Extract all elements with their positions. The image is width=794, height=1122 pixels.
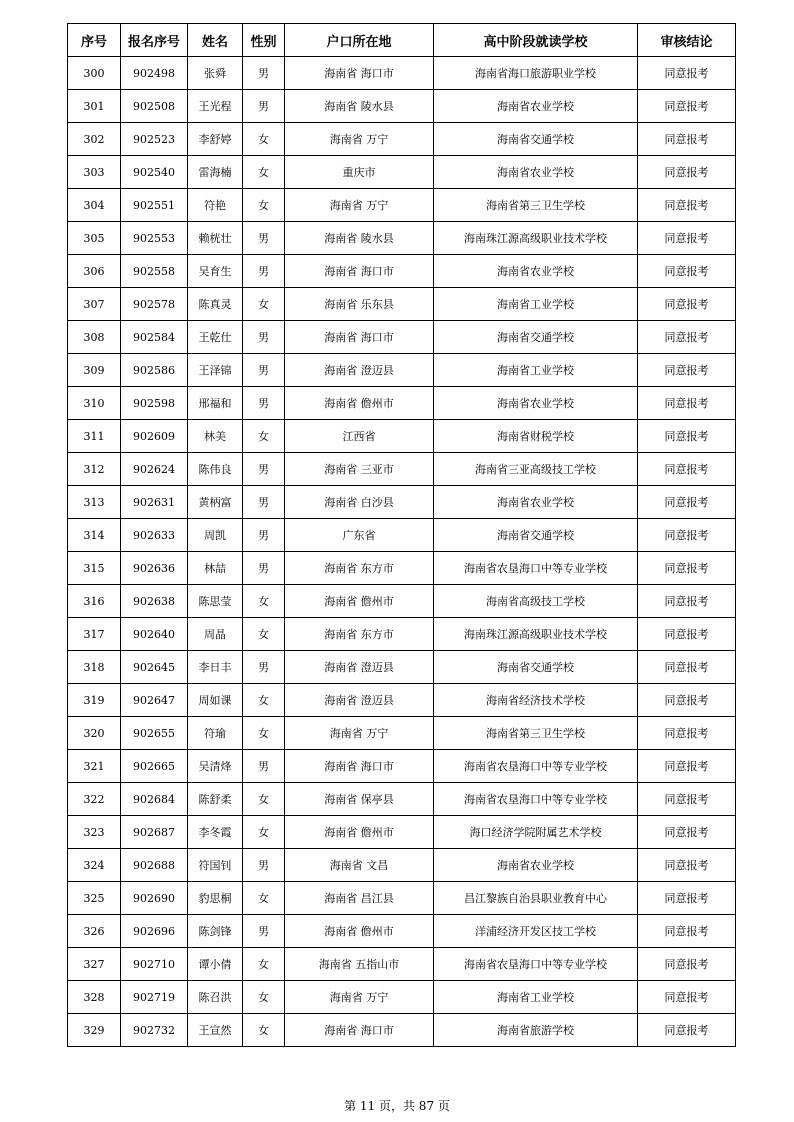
cell-registration-number: 902645 (121, 651, 188, 684)
cell-household-location: 海南省 海口市 (285, 57, 434, 90)
cell-name: 陈召洪 (188, 981, 243, 1014)
cell-gender: 女 (243, 882, 285, 915)
cell-name: 李日丰 (188, 651, 243, 684)
cell-registration-number: 902665 (121, 750, 188, 783)
cell-review-result: 同意报考 (638, 123, 736, 156)
cell-registration-number: 902508 (121, 90, 188, 123)
cell-review-result: 同意报考 (638, 750, 736, 783)
cell-household-location: 海南省 白沙县 (285, 486, 434, 519)
cell-serial: 326 (68, 915, 121, 948)
cell-serial: 302 (68, 123, 121, 156)
cell-household-location: 海南省 万宁 (285, 981, 434, 1014)
cell-serial: 317 (68, 618, 121, 651)
cell-name: 陈思莹 (188, 585, 243, 618)
cell-review-result: 同意报考 (638, 618, 736, 651)
cell-review-result: 同意报考 (638, 57, 736, 90)
cell-serial: 305 (68, 222, 121, 255)
cell-registration-number: 902540 (121, 156, 188, 189)
table-row (68, 57, 736, 90)
cell-high-school: 海南省第三卫生学校 (434, 189, 638, 222)
table-row (68, 948, 736, 981)
table-row (68, 882, 736, 915)
cell-serial: 309 (68, 354, 121, 387)
cell-household-location: 海南省 儋州市 (285, 387, 434, 420)
cell-review-result: 同意报考 (638, 783, 736, 816)
roster-table (67, 23, 736, 1047)
table-row (68, 387, 736, 420)
cell-registration-number: 902640 (121, 618, 188, 651)
cell-serial: 303 (68, 156, 121, 189)
cell-household-location: 海南省 海口市 (285, 255, 434, 288)
cell-registration-number: 902687 (121, 816, 188, 849)
cell-household-location: 海南省 陵水县 (285, 90, 434, 123)
table-row (68, 552, 736, 585)
cell-gender: 女 (243, 783, 285, 816)
cell-name: 陈真灵 (188, 288, 243, 321)
cell-high-school: 海南珠江源高级职业技术学校 (434, 618, 638, 651)
cell-name: 符瑜 (188, 717, 243, 750)
cell-serial: 308 (68, 321, 121, 354)
cell-gender: 男 (243, 651, 285, 684)
cell-serial: 322 (68, 783, 121, 816)
cell-review-result: 同意报考 (638, 651, 736, 684)
cell-household-location: 海南省 保亭县 (285, 783, 434, 816)
cell-gender: 女 (243, 816, 285, 849)
cell-high-school: 海南省农垦海口中等专业学校 (434, 948, 638, 981)
cell-household-location: 江西省 (285, 420, 434, 453)
cell-serial: 311 (68, 420, 121, 453)
cell-high-school: 昌江黎族自治县职业教育中心 (434, 882, 638, 915)
cell-registration-number: 902584 (121, 321, 188, 354)
cell-review-result: 同意报考 (638, 288, 736, 321)
cell-name: 李舒婷 (188, 123, 243, 156)
cell-registration-number: 902684 (121, 783, 188, 816)
cell-serial: 324 (68, 849, 121, 882)
cell-review-result: 同意报考 (638, 1014, 736, 1047)
cell-household-location: 海南省 东方市 (285, 552, 434, 585)
table-row (68, 849, 736, 882)
cell-household-location: 海南省 海口市 (285, 750, 434, 783)
cell-registration-number: 902609 (121, 420, 188, 453)
cell-gender: 女 (243, 189, 285, 222)
header-row (68, 24, 736, 57)
cell-name: 李冬霞 (188, 816, 243, 849)
cell-registration-number: 902710 (121, 948, 188, 981)
cell-name: 周晶 (188, 618, 243, 651)
cell-review-result: 同意报考 (638, 354, 736, 387)
table-row (68, 453, 736, 486)
cell-serial: 325 (68, 882, 121, 915)
cell-registration-number: 902647 (121, 684, 188, 717)
cell-registration-number: 902732 (121, 1014, 188, 1047)
cell-gender: 女 (243, 585, 285, 618)
cell-review-result: 同意报考 (638, 816, 736, 849)
cell-name: 王泽锦 (188, 354, 243, 387)
cell-serial: 304 (68, 189, 121, 222)
cell-registration-number: 902498 (121, 57, 188, 90)
cell-name: 林美 (188, 420, 243, 453)
table-row (68, 486, 736, 519)
cell-review-result: 同意报考 (638, 915, 736, 948)
cell-serial: 301 (68, 90, 121, 123)
table-row (68, 981, 736, 1014)
cell-serial: 310 (68, 387, 121, 420)
cell-registration-number: 902638 (121, 585, 188, 618)
table-row (68, 189, 736, 222)
cell-household-location: 海南省 五指山市 (285, 948, 434, 981)
cell-name: 符国钊 (188, 849, 243, 882)
cell-serial: 300 (68, 57, 121, 90)
cell-review-result: 同意报考 (638, 882, 736, 915)
cell-high-school: 海南省交通学校 (434, 321, 638, 354)
cell-high-school: 海南省农垦海口中等专业学校 (434, 750, 638, 783)
cell-registration-number: 902553 (121, 222, 188, 255)
cell-household-location: 海南省 乐东县 (285, 288, 434, 321)
cell-review-result: 同意报考 (638, 519, 736, 552)
cell-name: 张舜 (188, 57, 243, 90)
table-row (68, 123, 736, 156)
cell-gender: 男 (243, 387, 285, 420)
table-row (68, 684, 736, 717)
cell-registration-number: 902633 (121, 519, 188, 552)
cell-review-result: 同意报考 (638, 90, 736, 123)
table-row (68, 915, 736, 948)
cell-high-school: 海南省财税学校 (434, 420, 638, 453)
table-row (68, 717, 736, 750)
cell-gender: 女 (243, 618, 285, 651)
cell-registration-number: 902558 (121, 255, 188, 288)
cell-gender: 男 (243, 750, 285, 783)
cell-gender: 男 (243, 552, 285, 585)
cell-household-location: 海南省 儋州市 (285, 816, 434, 849)
cell-serial: 321 (68, 750, 121, 783)
cell-gender: 女 (243, 288, 285, 321)
table-row (68, 1014, 736, 1047)
cell-registration-number: 902719 (121, 981, 188, 1014)
cell-serial: 307 (68, 288, 121, 321)
cell-serial: 327 (68, 948, 121, 981)
cell-gender: 男 (243, 354, 285, 387)
cell-high-school: 海南省工业学校 (434, 288, 638, 321)
cell-high-school: 海南省交通学校 (434, 651, 638, 684)
cell-household-location: 海南省 昌江县 (285, 882, 434, 915)
table-row (68, 321, 736, 354)
cell-high-school: 洋浦经济开发区技工学校 (434, 915, 638, 948)
cell-serial: 306 (68, 255, 121, 288)
cell-gender: 男 (243, 90, 285, 123)
cell-review-result: 同意报考 (638, 552, 736, 585)
cell-household-location: 海南省 澄迈县 (285, 684, 434, 717)
cell-household-location: 海南省 儋州市 (285, 585, 434, 618)
cell-gender: 男 (243, 222, 285, 255)
cell-name: 符艳 (188, 189, 243, 222)
cell-name: 周凯 (188, 519, 243, 552)
cell-name: 陈舒柔 (188, 783, 243, 816)
header-high-school: 高中阶段就读学校 (434, 24, 638, 57)
cell-name: 黄柄富 (188, 486, 243, 519)
cell-gender: 女 (243, 948, 285, 981)
cell-household-location: 海南省 文昌 (285, 849, 434, 882)
cell-registration-number: 902523 (121, 123, 188, 156)
cell-household-location: 海南省 万宁 (285, 123, 434, 156)
cell-name: 谭小倩 (188, 948, 243, 981)
table-row (68, 156, 736, 189)
cell-household-location: 海南省 万宁 (285, 717, 434, 750)
table-row (68, 816, 736, 849)
cell-high-school: 海南省交通学校 (434, 123, 638, 156)
cell-gender: 女 (243, 156, 285, 189)
cell-high-school: 海南省农垦海口中等专业学校 (434, 783, 638, 816)
table-row (68, 651, 736, 684)
table-row (68, 288, 736, 321)
cell-high-school: 海南省农业学校 (434, 486, 638, 519)
cell-review-result: 同意报考 (638, 585, 736, 618)
page-footer: 第 11 页，共 87 页 (344, 1099, 450, 1113)
cell-gender: 女 (243, 1014, 285, 1047)
cell-household-location: 海南省 东方市 (285, 618, 434, 651)
header-review-result: 审核结论 (638, 24, 736, 57)
cell-name: 吴育生 (188, 255, 243, 288)
cell-household-location: 海南省 海口市 (285, 1014, 434, 1047)
cell-review-result: 同意报考 (638, 189, 736, 222)
cell-serial: 315 (68, 552, 121, 585)
cell-gender: 女 (243, 684, 285, 717)
cell-high-school: 海南珠江源高级职业技术学校 (434, 222, 638, 255)
table-row (68, 420, 736, 453)
cell-high-school: 海南省农业学校 (434, 255, 638, 288)
cell-serial: 313 (68, 486, 121, 519)
cell-gender: 女 (243, 981, 285, 1014)
cell-household-location: 海南省 海口市 (285, 321, 434, 354)
cell-registration-number: 902655 (121, 717, 188, 750)
cell-gender: 男 (243, 519, 285, 552)
cell-review-result: 同意报考 (638, 717, 736, 750)
cell-registration-number: 902636 (121, 552, 188, 585)
cell-gender: 男 (243, 915, 285, 948)
cell-review-result: 同意报考 (638, 849, 736, 882)
cell-gender: 男 (243, 486, 285, 519)
cell-gender: 女 (243, 717, 285, 750)
cell-gender: 男 (243, 255, 285, 288)
cell-review-result: 同意报考 (638, 222, 736, 255)
cell-registration-number: 902631 (121, 486, 188, 519)
cell-household-location: 广东省 (285, 519, 434, 552)
table-row (68, 585, 736, 618)
header-gender: 性别 (243, 24, 285, 57)
cell-name: 王乾仕 (188, 321, 243, 354)
cell-name: 王宣然 (188, 1014, 243, 1047)
header-household-location: 户口所在地 (285, 24, 434, 57)
cell-name: 林喆 (188, 552, 243, 585)
table-row (68, 519, 736, 552)
cell-name: 王光程 (188, 90, 243, 123)
cell-registration-number: 902688 (121, 849, 188, 882)
cell-review-result: 同意报考 (638, 486, 736, 519)
cell-review-result: 同意报考 (638, 156, 736, 189)
cell-high-school: 海南省第三卫生学校 (434, 717, 638, 750)
cell-household-location: 海南省 澄迈县 (285, 651, 434, 684)
cell-name: 陈剑锋 (188, 915, 243, 948)
cell-registration-number: 902690 (121, 882, 188, 915)
cell-name: 雷海楠 (188, 156, 243, 189)
cell-registration-number: 902598 (121, 387, 188, 420)
cell-review-result: 同意报考 (638, 420, 736, 453)
cell-high-school: 海口经济学院附属艺术学校 (434, 816, 638, 849)
cell-household-location: 海南省 三亚市 (285, 453, 434, 486)
cell-review-result: 同意报考 (638, 684, 736, 717)
cell-high-school: 海南省农业学校 (434, 849, 638, 882)
cell-gender: 男 (243, 321, 285, 354)
cell-serial: 328 (68, 981, 121, 1014)
table-row (68, 750, 736, 783)
cell-high-school: 海南省旅游学校 (434, 1014, 638, 1047)
cell-review-result: 同意报考 (638, 948, 736, 981)
cell-gender: 女 (243, 123, 285, 156)
cell-registration-number: 902586 (121, 354, 188, 387)
cell-high-school: 海南省农业学校 (434, 156, 638, 189)
cell-gender: 男 (243, 57, 285, 90)
cell-high-school: 海南省三亚高级技工学校 (434, 453, 638, 486)
cell-review-result: 同意报考 (638, 981, 736, 1014)
cell-serial: 316 (68, 585, 121, 618)
cell-high-school: 海南省农业学校 (434, 90, 638, 123)
cell-household-location: 重庆市 (285, 156, 434, 189)
cell-high-school: 海南省海口旅游职业学校 (434, 57, 638, 90)
cell-registration-number: 902624 (121, 453, 188, 486)
cell-serial: 320 (68, 717, 121, 750)
cell-household-location: 海南省 澄迈县 (285, 354, 434, 387)
cell-name: 陈伟良 (188, 453, 243, 486)
cell-gender: 男 (243, 453, 285, 486)
cell-serial: 319 (68, 684, 121, 717)
table-row (68, 222, 736, 255)
cell-review-result: 同意报考 (638, 321, 736, 354)
cell-name: 赖桄壮 (188, 222, 243, 255)
cell-household-location: 海南省 儋州市 (285, 915, 434, 948)
cell-gender: 男 (243, 849, 285, 882)
cell-high-school: 海南省农业学校 (434, 387, 638, 420)
header-serial: 序号 (68, 24, 121, 57)
table-row (68, 255, 736, 288)
cell-serial: 329 (68, 1014, 121, 1047)
table-row (68, 618, 736, 651)
table-body (68, 57, 736, 1047)
cell-registration-number: 902551 (121, 189, 188, 222)
cell-household-location: 海南省 万宁 (285, 189, 434, 222)
cell-high-school: 海南省工业学校 (434, 354, 638, 387)
header-registration-number: 报名序号 (121, 24, 188, 57)
cell-name: 吴清烽 (188, 750, 243, 783)
cell-serial: 312 (68, 453, 121, 486)
cell-serial: 314 (68, 519, 121, 552)
cell-registration-number: 902578 (121, 288, 188, 321)
cell-high-school: 海南省交通学校 (434, 519, 638, 552)
cell-review-result: 同意报考 (638, 387, 736, 420)
cell-high-school: 海南省工业学校 (434, 981, 638, 1014)
header-name: 姓名 (188, 24, 243, 57)
table-row (68, 783, 736, 816)
cell-high-school: 海南省农垦海口中等专业学校 (434, 552, 638, 585)
cell-serial: 318 (68, 651, 121, 684)
table-row (68, 354, 736, 387)
cell-name: 邢福和 (188, 387, 243, 420)
cell-household-location: 海南省 陵水县 (285, 222, 434, 255)
cell-gender: 女 (243, 420, 285, 453)
table-row (68, 90, 736, 123)
cell-name: 周如课 (188, 684, 243, 717)
cell-high-school: 海南省高级技工学校 (434, 585, 638, 618)
cell-review-result: 同意报考 (638, 453, 736, 486)
cell-high-school: 海南省经济技术学校 (434, 684, 638, 717)
cell-name: 豹思桐 (188, 882, 243, 915)
cell-serial: 323 (68, 816, 121, 849)
cell-registration-number: 902696 (121, 915, 188, 948)
cell-review-result: 同意报考 (638, 255, 736, 288)
